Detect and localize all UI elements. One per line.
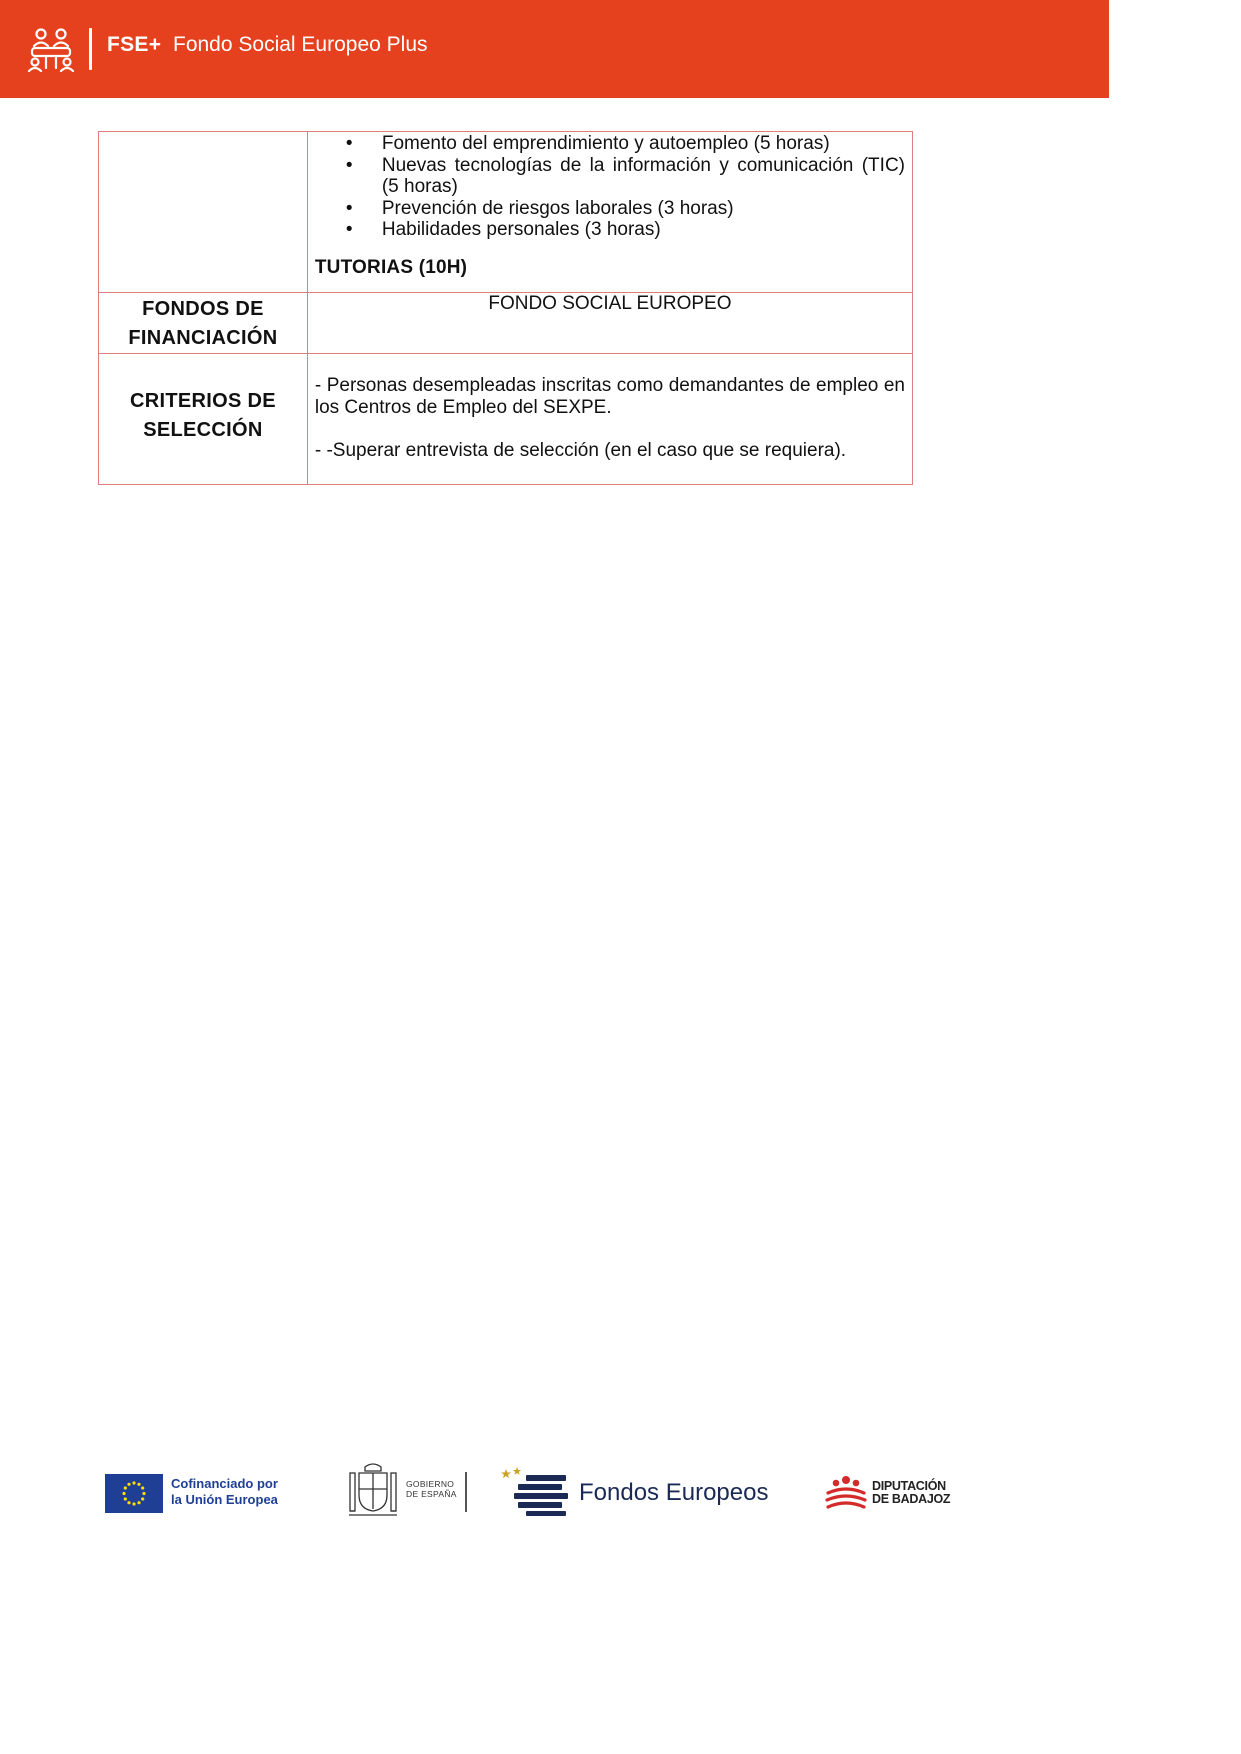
row-label	[99, 132, 308, 293]
bullet-icon: •	[345, 219, 353, 240]
footer-logos	[0, 1455, 1109, 1525]
diputacion-logo-icon	[824, 1475, 868, 1511]
header-title: Fondo Social Europeo Plus	[173, 33, 428, 56]
course-info-table	[98, 131, 913, 485]
fondo-value: FONDO SOCIAL EUROPEO	[488, 293, 732, 314]
criterio-item: - -Superar entrevista de selección (en el caso que se requiera).	[314, 440, 847, 461]
bullet-icon: •	[345, 197, 353, 219]
spain-coat-of-arms-icon	[347, 1461, 399, 1517]
table-row	[99, 293, 913, 354]
bullet-icon: •	[345, 154, 353, 176]
logo-divider	[465, 1472, 467, 1512]
eu-cofinanciado-text: Cofinanciado por la Unión Europea	[171, 1476, 278, 1507]
gobierno-text: GOBIERNO DE ESPAÑA	[406, 1479, 457, 1499]
criterios-label: CRITERIOS DE SELECCIÓN	[99, 354, 308, 485]
diputacion-text: DIPUTACIÓN DE BADAJOZ	[872, 1479, 951, 1506]
fondos-label: FONDOS DE FINANCIACIÓN	[99, 293, 308, 354]
fse-badge: FSE+	[107, 33, 162, 56]
fondos-cell	[307, 293, 912, 354]
table-row	[99, 354, 913, 485]
eu-flag-icon	[105, 1474, 163, 1513]
tutorias-heading: TUTORIAS (10H)	[314, 256, 468, 278]
page-header	[0, 0, 1109, 98]
modules-cell	[307, 132, 912, 293]
table-row	[99, 132, 913, 293]
list-item: • Fomento del emprendimiento y autoempleo (5 horas)	[345, 133, 830, 154]
criterio-item: - Personas desempleadas inscritas como demandantes de empleo en los Centros de Empleo del SEXPE.	[314, 375, 905, 418]
fondos-europeos-text: Fondos Europeos	[579, 1479, 769, 1506]
list-item: • Habilidades personales (3 horas)	[345, 219, 661, 240]
header-divider	[89, 28, 92, 70]
fondos-europeos-logo-icon	[500, 1465, 572, 1517]
list-item: • Nuevas tecnologías de la información y comunicación (TIC) (5 horas)	[345, 154, 905, 197]
list-item: • Prevención de riesgos laborales (3 horas)	[345, 197, 734, 219]
bullet-icon: •	[345, 133, 353, 154]
criterios-cell	[307, 354, 912, 485]
module-list	[315, 132, 905, 241]
people-group-icon	[26, 26, 76, 72]
